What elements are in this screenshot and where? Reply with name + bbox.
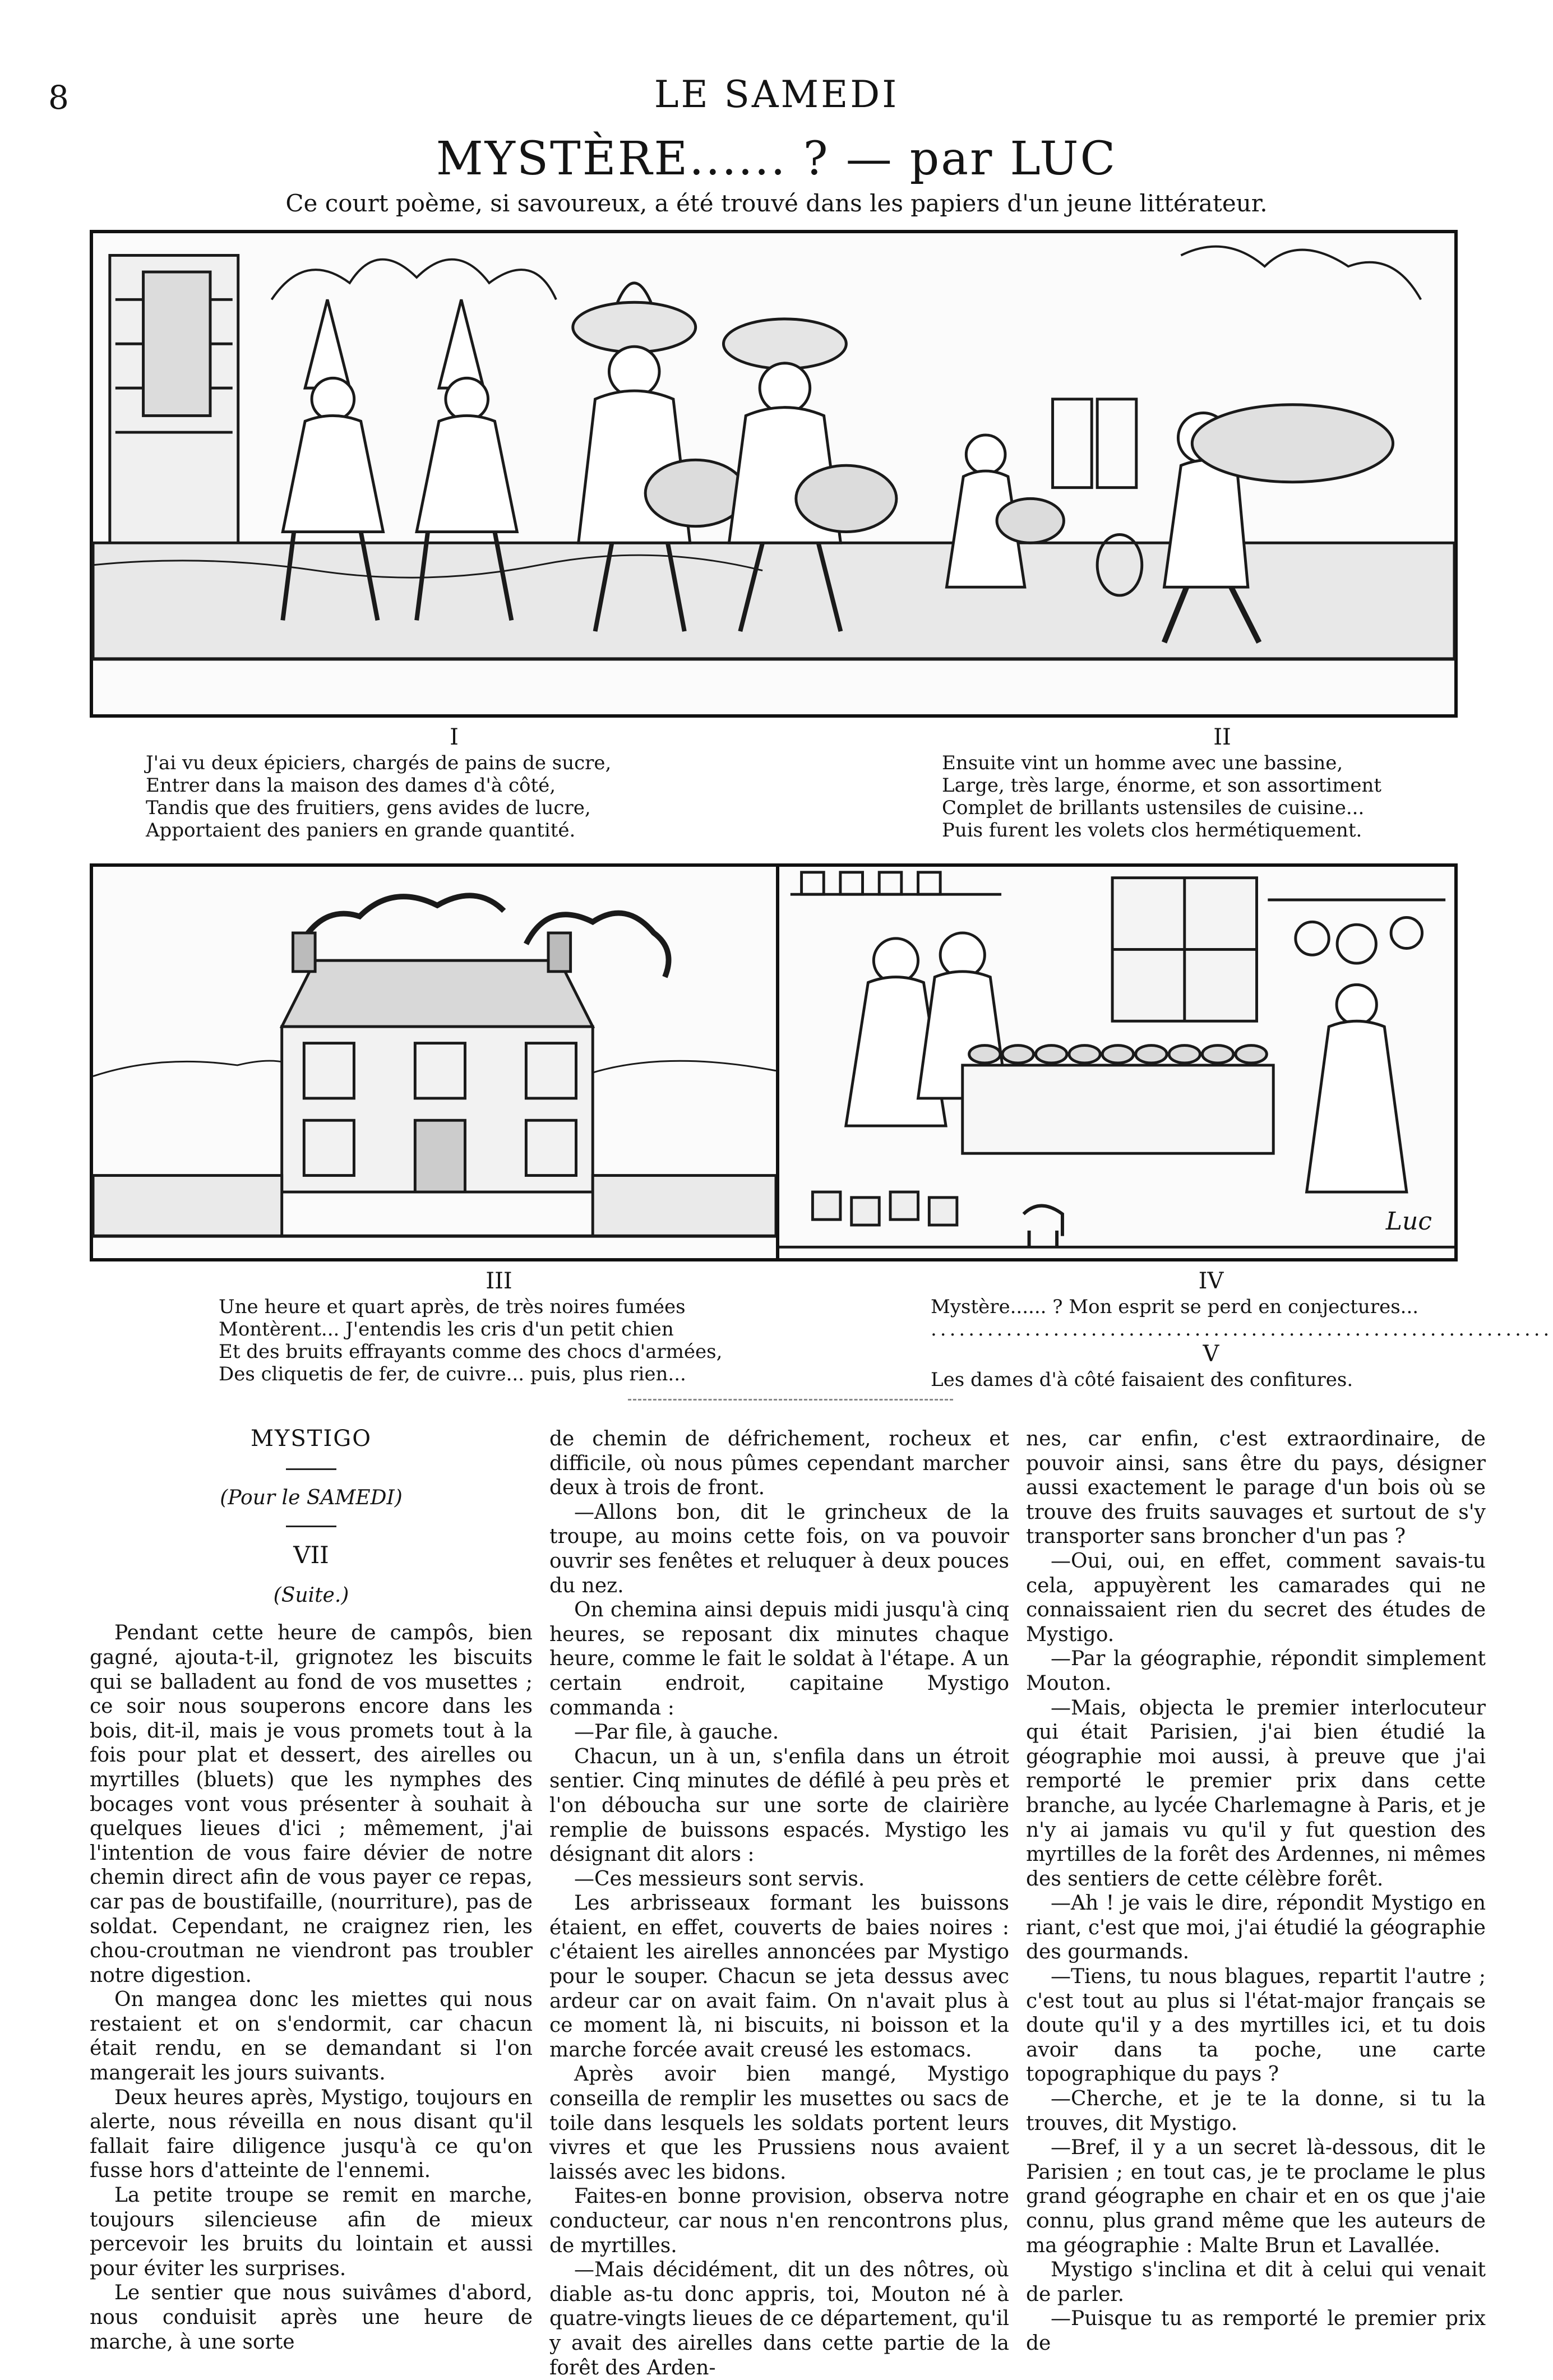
caption-iii-line: Montèrent... J'entendis les cris d'un petit chien (219, 1318, 674, 1341)
story-paragraph: —Mais décidément, dit un des nôtres, où diable as-tu donc appris, toi, Mouton né à quatre-vingts lieues de ce département, qu'il y avait des airelles dans cette partie de la forêt des Arden- (549, 2258, 1009, 2379)
story-chapter: VII (293, 1541, 329, 1569)
caption-i-numeral: I (450, 724, 459, 750)
caption-iv (931, 1268, 1553, 1341)
illustration-procession (90, 230, 1458, 718)
section-divider (628, 1399, 953, 1401)
caption-ii-numeral: II (1213, 724, 1231, 750)
caption-ii-line: Complet de brillants ustensiles de cuisine... (942, 797, 1365, 819)
story-paragraph: —Ah ! je vais le dire, répondit Mystigo en riant, c'est que moi, j'ai étudié la géographie des gourmands. (1026, 1892, 1486, 1964)
story-column-1 (90, 1427, 533, 2354)
illustration-house-smoke (90, 863, 779, 1261)
caption-i-line: Tandis que des fruitiers, gens avides de lucre, (146, 797, 591, 819)
story-paragraph: Les arbrisseaux formant les buissons étaient, en effet, couverts de baies noires : c'étaient les airelles annoncées par Mystigo pour le souper. Chacun se jeta dessus avec ardeur car on avait faim. On n'avait plus à ce moment là, ni biscuits, ni boisson et la marche forcée avait creusé les estomacs. (549, 1892, 1009, 2062)
caption-v (931, 1343, 1491, 1391)
kitchen-drawing (779, 867, 1454, 1258)
article-subtitle: Ce court poème, si savoureux, a été trouvé dans les papiers d'un jeune littérateur. (285, 190, 1268, 217)
heading-rule (286, 1526, 336, 1527)
caption-iv-numeral: IV (1198, 1268, 1224, 1294)
caption-i (146, 726, 762, 842)
story-paragraph: nes, car enfin, c'est extraordinaire, de pouvoir ainsi, sans être du pays, désigner aussi exactement le parage d'un bois où se trouve des fruits sauvages et surtout de s'y transporter sans broncher d'un pas ? (1026, 1427, 1486, 1549)
caption-ii-line: Puis furent les volets clos hermétiquement. (942, 819, 1362, 842)
story-paragraph: Le sentier que nous suivâmes d'abord, nous conduisit après une heure de marche, à une sorte (90, 2281, 533, 2354)
story-paragraph: Après avoir bien mangé, Mystigo conseilla de remplir les musettes ou sacs de toile dans lesquels les soldats portent leurs vivres et que les Prussiens nous avaient laissés avec les bidons. (549, 2063, 1009, 2184)
story-paragraph: de chemin de défrichement, rocheux et difficile, où nous pûmes cependant marcher deux à trois de front. (549, 1427, 1009, 1500)
story-paragraph: —Par file, à gauche. (574, 1721, 779, 1744)
caption-iii-line: Et des bruits effrayants comme des chocs d'armées, (219, 1341, 723, 1363)
story-paragraph: —Puisque tu as remporté le premier prix de (1026, 2307, 1486, 2355)
story-paragraph: Faites-en bonne provision, observa notre conducteur, car nous n'en rencontrons plus, de myrtilles. (549, 2185, 1009, 2257)
house-drawing (93, 867, 776, 1258)
caption-i-line: Entrer dans la maison des dames d'à côté, (146, 774, 556, 797)
procession-drawing (93, 233, 1454, 714)
story-paragraph: —Cherche, et je te la donne, si tu la trouves, dit Mystigo. (1026, 2087, 1486, 2135)
story-paragraph: La petite troupe se remit en marche, toujours silencieuse afin de mieux percevoir les bruits du lointain et aussi pour éviter les surprises. (90, 2184, 533, 2280)
illustration-kitchen (776, 863, 1458, 1261)
story-paragraph: —Allons bon, dit le grincheux de la troupe, au moins cette fois, on va pouvoir ouvrir ses fenêtes et reluquer à deux pouces du nez. (549, 1500, 1009, 1597)
caption-iv-line: Mystère...... ? Mon esprit se perd en conjectures... (931, 1296, 1419, 1318)
heading-rule (286, 1468, 336, 1470)
story-paragraph: —Tiens, tu nous blagues, repartit l'autre ; c'est tout au plus si l'état-major français se doute qu'il y a des myrtilles ici, et tu dois avoir dans ta poche, une carte topographique du pays ? (1026, 1965, 1486, 2086)
story-paragraph: Deux heures après, Mystigo, toujours en alerte, nous réveilla en nous disant qu'il fallait faire diligence jusqu'à ce qu'on fusse hors d'atteinte de l'ennemi. (90, 2086, 533, 2183)
artist-signature: Luc (1385, 1207, 1432, 1236)
story-paragraph: —Mais, objecta le premier interlocuteur qui était Parisien, j'ai bien étudié la géographie moi aussi, à preuve que j'ai remporté le premier prix dans cette branche, au lycée Charlemagne à Paris, et je n'y ai jamais vu qu'il y fut question des myrtilles de la forêt des Ardennes, ni mêmes des sentiers de cette célèbre forêt. (1026, 1696, 1486, 1891)
caption-ii-line: Large, très large, énorme, et son assortiment (942, 774, 1382, 797)
caption-iii (219, 1270, 779, 1385)
page-number: 8 (48, 78, 69, 117)
story-column-3 (1026, 1427, 1486, 2356)
caption-iii-line: Une heure et quart après, de très noires fumées (219, 1296, 686, 1318)
story-paragraph: On mangea donc les miettes qui nous restaient et on s'endormit, car chacun était rendu, en se demandant si l'on mangerait les jours suivants. (90, 1988, 533, 2085)
story-paragraph: —Bref, il y a un secret là-dessous, dit le Parisien ; en tout cas, je te proclame le plus grand géographe en chair et en os que j'aie connu, plus grand même que les auteurs de ma géographie : Malte Brun et Lavallée. (1026, 2136, 1486, 2257)
story-suite: (Suite.) (273, 1583, 349, 1607)
story-paragraph: Chacun, un à un, s'enfila dans un étroit sentier. Cinq minutes de défilé à peu près et l'on déboucha sur une sorte de clairière remplie de buissons espacés. Mystigo les désignant dit alors : (549, 1745, 1009, 1866)
story-paragraph: On chemina ainsi depuis midi jusqu'à cinq heures, se reposant dix minutes chaque heure, comme le fait le soldat à l'étape. A un certain endroit, capitaine Mystigo commanda : (549, 1598, 1009, 1720)
story-paragraph: —Par la géographie, répondit simplement Mouton. (1026, 1647, 1486, 1695)
caption-v-line: Les dames d'à côté faisaient des confitures. (931, 1369, 1353, 1391)
caption-ii-line: Ensuite vint un homme avec une bassine, (942, 752, 1343, 774)
caption-i-line: J'ai vu deux épiciers, chargés de pains de sucre, (146, 752, 612, 774)
caption-i-line: Apportaient des paniers en grande quantité. (146, 819, 576, 842)
caption-iii-line: Des cliquetis de fer, de cuivre... puis, plus rien... (219, 1363, 686, 1385)
caption-v-numeral: V (1203, 1341, 1219, 1367)
story-heading (90, 1427, 533, 1607)
story-paragraph: —Ces messieurs sont servis. (574, 1867, 865, 1891)
caption-iii-numeral: III (486, 1268, 512, 1294)
journal-title: LE SAMEDI (654, 73, 899, 116)
story-column-2 (549, 1427, 1009, 2380)
story-title: MYSTIGO (251, 1426, 372, 1452)
story-paragraph: —Oui, oui, en effet, comment savais-tu cela, appuyèrent les camarades qui ne connaissaient rien du secret des études de Mystigo. (1026, 1549, 1486, 1646)
story-byline: (Pour le SAMEDI) (220, 1486, 403, 1509)
story-paragraph: Mystigo s'inclina et dit à celui qui venait de parler. (1026, 2258, 1486, 2306)
caption-ii (942, 726, 1503, 842)
story-paragraph: Pendant cette heure de campôs, bien gagné, ajouta-t-il, grignotez les biscuits qui se balladent au fond de vos musettes ; ce soir nous souperons encore dans les bois, dit-il, mais je vous promets tout à la fois pour plat et dessert, des airelles ou myrtilles (bluets) que les nymphes des bocages vont vous présenter à souhait à quelques lieues d'ici ; mêmement, j'ai l'intention de vous faire dévier de notre chemin direct afin de vous payer ce repas, car pas de boustifaille, (nourriture), pas de soldat. Cependant, ne craignez rien, les chou-croutman ne viendront pas troubler notre digestion. (90, 1621, 533, 1987)
caption-iv-ellipsis: .................................................................. (931, 1318, 1553, 1341)
article-title: MYSTÈRE...... ? — par LUC (436, 132, 1117, 186)
